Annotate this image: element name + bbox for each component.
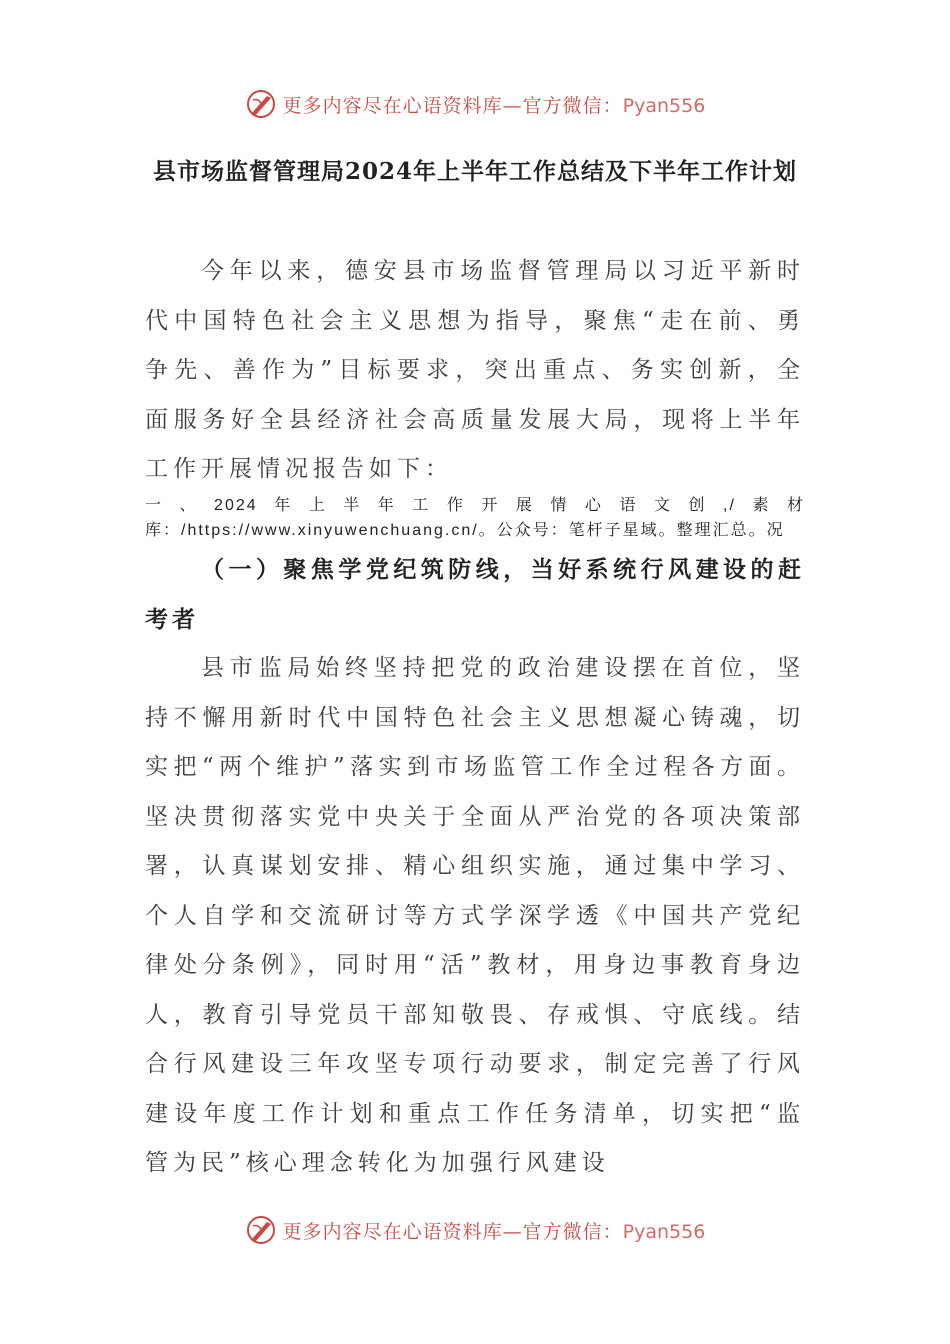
pen-logo-icon <box>245 1214 277 1246</box>
document-title: 县市场监督管理局2024年上半年工作总结及下半年工作计划 <box>152 158 797 185</box>
intro-paragraph: 今年以来，德安县市场监督管理局以习近平新时代中国特色社会主义思想为指导，聚焦“走在前、勇争先、善作为”目标要求，突出重点、务实创新，全面服务好全县经济社会高质量发展大局，现将上半年工作开展情况报告如下： <box>145 258 805 482</box>
wechat-id: Pyan556 <box>622 1220 706 1243</box>
banner-text: 更多内容尽在心语资料库—官方微信：Pyan556 <box>282 94 706 117</box>
section-heading: （一）聚焦学党纪筑防线，当好系统行风建设的赶考者 <box>145 556 805 633</box>
banner-text: 更多内容尽在心语资料库—官方微信：Pyan556 <box>282 1220 706 1243</box>
pen-logo-icon <box>245 88 277 120</box>
header-banner <box>0 82 950 126</box>
source-line: 一、2024年上半年工作开展情心语文创,/素材库：/https://www.xinyuwenchuang.cn/。公众号：笔杆子星域。整理汇总。况 <box>145 497 805 539</box>
footer-banner <box>0 1208 950 1252</box>
wechat-id: Pyan556 <box>622 94 706 117</box>
body-paragraph: 县市监局始终坚持把党的政治建设摆在首位，坚持不懈用新时代中国特色社会主义思想凝心铸魂，切实把“两个维护”落实到市场监管工作全过程各方面。坚决贯彻落实党中央关于全面从严治党的各项决策部署，认真谋划安排、精心组织实施，通过集中学习、个人自学和交流研讨等方式学深学透《中国共产党纪律处分条例》，同时用“活”教材，用身边事教育身边人，教育引导党员干部知敬畏、存戒惧、守底线。结合行风建设三年攻坚专项行动要求，制定完善了行风建设年度工作计划和重点工作任务清单，切实把“监管为民”核心理念转化为加强行风建设 <box>145 655 805 1176</box>
